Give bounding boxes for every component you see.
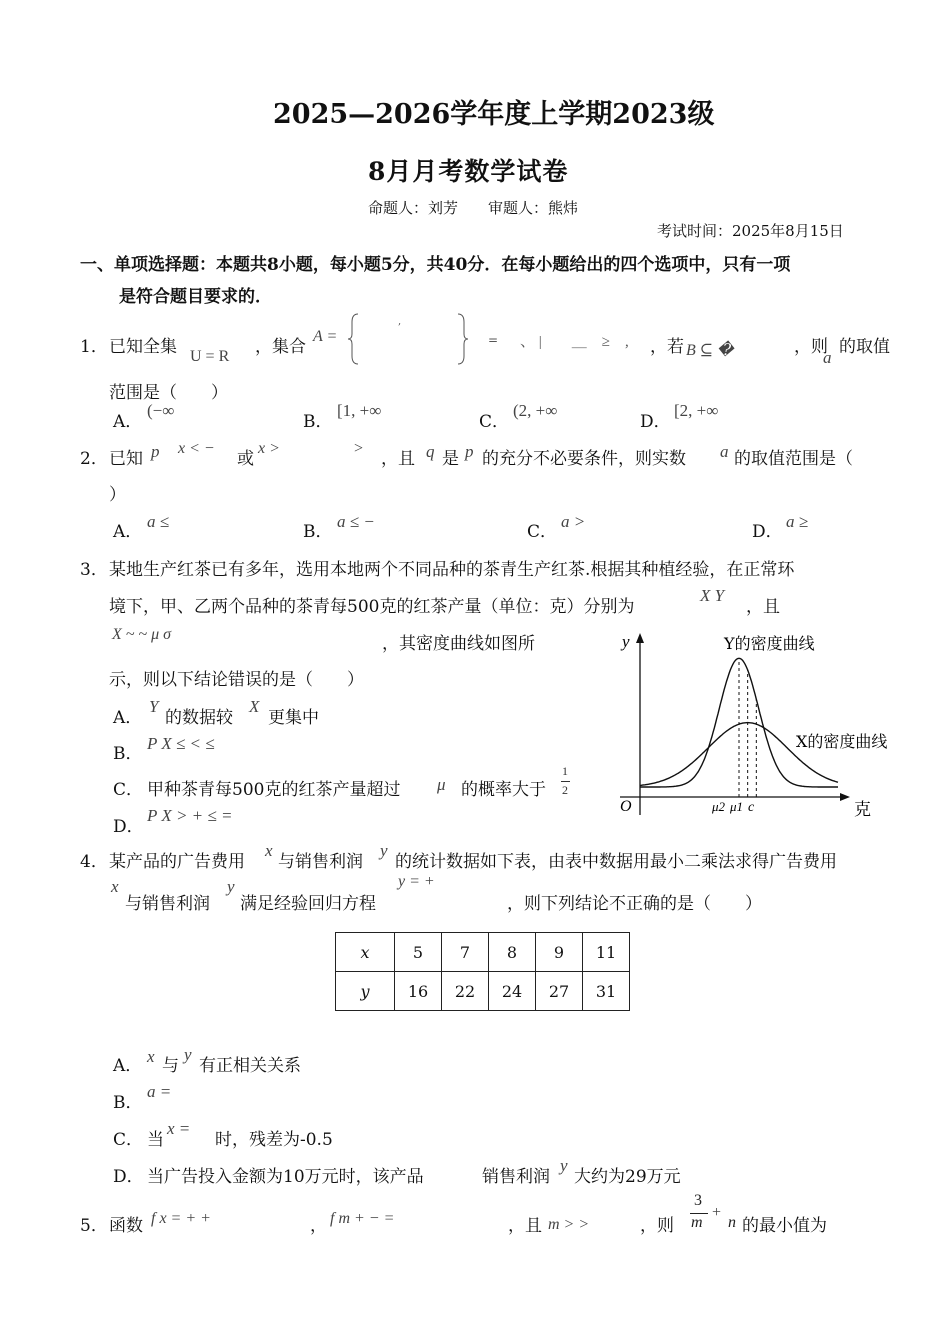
q2-number: 2．: [80, 449, 108, 469]
x-axis-arrow: [840, 793, 850, 801]
q2-option-c-label: C．: [527, 522, 558, 542]
section1-heading-line2: 是符合题目要求的．: [119, 287, 272, 307]
q1-text-5: 的取值: [839, 337, 890, 357]
y-axis-label: y: [622, 632, 630, 651]
q3-option-b-math: P X ≤ < ≤: [147, 734, 215, 753]
q4-option-b-math: a =: [147, 1082, 172, 1101]
q4-option-d-label: D．: [113, 1167, 144, 1187]
q1-text-line2: 范围是（ ）: [109, 383, 228, 403]
q2-text-5: 的充分不必要条件，则实数: [482, 449, 686, 469]
q3-number: 3．: [80, 560, 108, 580]
table-cell: 8: [489, 933, 536, 972]
q2-option-b-label: B．: [303, 522, 333, 542]
table-cell: 27: [536, 972, 583, 1011]
q3-line4: 示，则以下结论错误的是（ ）: [109, 670, 364, 690]
q1-option-b-label: B．: [303, 412, 333, 432]
x-axis-label: 克: [854, 800, 871, 820]
density-chart: [610, 625, 920, 825]
q2-text-4: 是: [442, 449, 459, 469]
origin-label: O: [620, 798, 632, 815]
q2-cond1: x < −: [178, 440, 215, 457]
q2-p2: p: [465, 442, 474, 461]
table-row-y: [336, 972, 630, 1011]
q1-text-3: ，若: [650, 337, 684, 357]
q2-cond2: x >: [258, 440, 280, 457]
q4-text-1b: 与销售利润: [278, 852, 363, 872]
q2-option-d-math: a ≥: [786, 512, 809, 531]
q3-option-c-fraction-den: 2: [562, 783, 568, 797]
q3-distribution: X ~ ~ μ σ: [112, 626, 172, 643]
q3-option-a-x: X: [249, 697, 260, 716]
q3-xy: X Y: [700, 586, 725, 605]
q4-text-2c: ，则下列结论不正确的是（ ）: [507, 894, 762, 914]
table-cell: 11: [583, 933, 630, 972]
q4-option-c-text2: 时，残差为-0.5: [215, 1130, 333, 1150]
q1-option-d-label: D．: [640, 412, 671, 432]
q3-option-c-text2: 的概率大于: [461, 780, 546, 800]
q1-var-a: a: [823, 348, 832, 367]
q5-text-4: 的最小值为: [742, 1216, 827, 1236]
q4-number: 4．: [80, 852, 108, 872]
q2-p: p: [151, 442, 160, 461]
q4-text-1c: 的统计数据如下表，由表中数据用最小二乘法求得广告费用: [395, 852, 837, 872]
q5-number: 5．: [80, 1216, 108, 1236]
q1-text-1: 已知全集: [109, 337, 177, 357]
q2-option-b-math: a ≤ −: [337, 512, 375, 531]
q4-text-1a: 某产品的广告费用: [109, 852, 245, 872]
q2-text-6: 的取值范围是（: [734, 449, 853, 469]
q1-option-d-math: [2, +∞: [674, 401, 719, 420]
tick-label-mu2: μ2: [712, 799, 726, 814]
q1-option-c-math: (2, +∞: [513, 401, 558, 420]
q3-option-a-y: Y: [149, 697, 159, 716]
q4-x-1: x: [265, 841, 273, 860]
q4-option-c-label: C．: [113, 1130, 144, 1150]
q4-option-c-math: x =: [167, 1119, 191, 1138]
q4-option-c-text1: 当: [147, 1130, 164, 1150]
q3-line3b: ，其密度曲线如图所: [382, 634, 535, 654]
q4-y-2: y: [227, 877, 235, 896]
q1-universal-set: U = R: [190, 348, 230, 365]
q4-x-2: x: [111, 877, 119, 896]
q4-y-1: y: [380, 841, 388, 860]
authors: 命题人：刘芳 审题人：熊炜: [368, 199, 579, 217]
q3-line1: 某地生产红茶已有多年，选用本地两个不同品种的茶青生产红茶.根据其种植经验，在正常环: [109, 560, 795, 580]
q5-text-3: ，则: [640, 1216, 674, 1236]
q3-option-a-text1: 的数据较: [165, 708, 233, 728]
table-header-x: x: [336, 933, 395, 972]
q3-option-d-label: D．: [113, 817, 144, 837]
q3-line2a: 境下，甲、乙两个品种的茶青每500克的红茶产量（单位：克）分别为: [109, 597, 635, 617]
tick-label-mu1: μ1: [730, 799, 744, 814]
q1-option-b-math: [1, +∞: [337, 401, 382, 420]
title-line1: 2025—2026学年度上学期2023级: [273, 99, 715, 130]
q4-option-d-y: y: [560, 1156, 568, 1175]
q5-function-2: f m + − =: [330, 1210, 395, 1227]
q5-condition: m > >: [548, 1216, 590, 1233]
q4-option-a-x: x: [147, 1047, 155, 1066]
q5-comma: ，: [310, 1216, 327, 1236]
q2-option-a-math: a ≤: [147, 512, 170, 531]
y-axis-arrow: [636, 633, 644, 643]
q5-n: n: [728, 1214, 736, 1231]
q2-text-1: 已知: [109, 449, 143, 469]
q3-option-c-label: C．: [113, 780, 144, 800]
table-cell: 5: [395, 933, 442, 972]
q1-set-b-fragment: 、 | ＿ ≥ ,: [520, 334, 629, 350]
q1-number: 1．: [80, 337, 108, 357]
q4-data-table: [335, 932, 630, 1011]
q3-line2b: ，且: [746, 597, 780, 617]
q4-text-2b: 满足经验回归方程: [240, 894, 376, 914]
q2-a: a: [720, 442, 729, 461]
q2-text-2: 或: [237, 449, 254, 469]
table-header-y: y: [336, 972, 395, 1011]
svg-text:,: ,: [398, 316, 402, 327]
q3-option-c-text1: 甲种茶青每500克的红茶产量超过: [147, 780, 401, 800]
q1-subset: B ⊆ �: [686, 342, 734, 359]
q5-fraction-den: m: [691, 1214, 703, 1231]
q4-text-2a: 与销售利润: [125, 894, 210, 914]
section1-heading-line1: 一、单项选择题：本题共8小题，每小题5分，共40分．在每小题给出的四个选项中，只有一项: [80, 255, 791, 275]
table-cell: 22: [442, 972, 489, 1011]
legend-y-density: Y的密度曲线: [724, 634, 815, 653]
q2-gt: >: [353, 440, 364, 457]
title-line2: 8月月考数学试卷: [368, 157, 569, 186]
q5-fraction-num: 3: [694, 1192, 702, 1209]
q1-text-2: ，集合: [255, 337, 306, 357]
legend-x-density: X的密度曲线: [796, 732, 888, 751]
table-cell: 24: [489, 972, 536, 1011]
q1-option-a-label: A．: [113, 412, 143, 432]
q1-set-braces: [348, 310, 498, 368]
q1-text-4: ，则: [794, 337, 828, 357]
table-cell: 9: [536, 933, 583, 972]
table-cell: 7: [442, 933, 489, 972]
q4-option-a-label: A．: [113, 1056, 143, 1076]
q5-text-2: ，且: [508, 1216, 542, 1236]
q3-option-c-fraction-num: 1: [562, 764, 568, 778]
q4-option-d-text3: 大约为29万元: [574, 1167, 681, 1187]
table-row-x: [336, 933, 630, 972]
q5-text-1: 函数: [109, 1216, 143, 1236]
q3-option-c-fraction-bar: [561, 781, 570, 782]
q4-option-b-label: B．: [113, 1093, 143, 1113]
svg-text:=: =: [488, 333, 498, 347]
q1-set-a: A =: [313, 328, 338, 345]
q4-option-d-text1: 当广告投入金额为10万元时，该产品: [147, 1167, 424, 1187]
table-cell: 16: [395, 972, 442, 1011]
q4-equation: y = +: [398, 873, 435, 890]
q1-option-c-label: C．: [479, 412, 510, 432]
q4-option-d-text2: 销售利润: [482, 1167, 550, 1187]
q4-option-a-text2: 有正相关关系: [199, 1056, 301, 1076]
q3-option-a-text2: 更集中: [268, 708, 319, 728]
q3-option-b-label: B．: [113, 744, 143, 764]
q3-option-d-math: P X > + ≤ =: [147, 806, 233, 825]
table-cell: 31: [583, 972, 630, 1011]
q5-function-1: f x = + +: [151, 1210, 211, 1227]
q3-option-c-mu: μ: [437, 775, 446, 794]
q3-option-a-label: A．: [113, 708, 143, 728]
q5-plus: +: [712, 1204, 722, 1221]
q2-q: q: [426, 442, 435, 461]
q2-text-line2: ）: [109, 485, 126, 505]
q2-option-d-label: D．: [752, 522, 783, 542]
q4-option-a-text1: 与: [162, 1056, 179, 1076]
q2-text-3: ，且: [381, 449, 415, 469]
exam-date: 考试时间：2025年8月15日: [657, 222, 844, 240]
q4-option-a-y: y: [184, 1045, 192, 1064]
q2-option-c-math: a >: [561, 512, 586, 531]
q2-option-a-label: A．: [113, 522, 143, 542]
tick-label-c: c: [748, 800, 755, 815]
q1-option-a-math: (−∞: [147, 401, 175, 420]
